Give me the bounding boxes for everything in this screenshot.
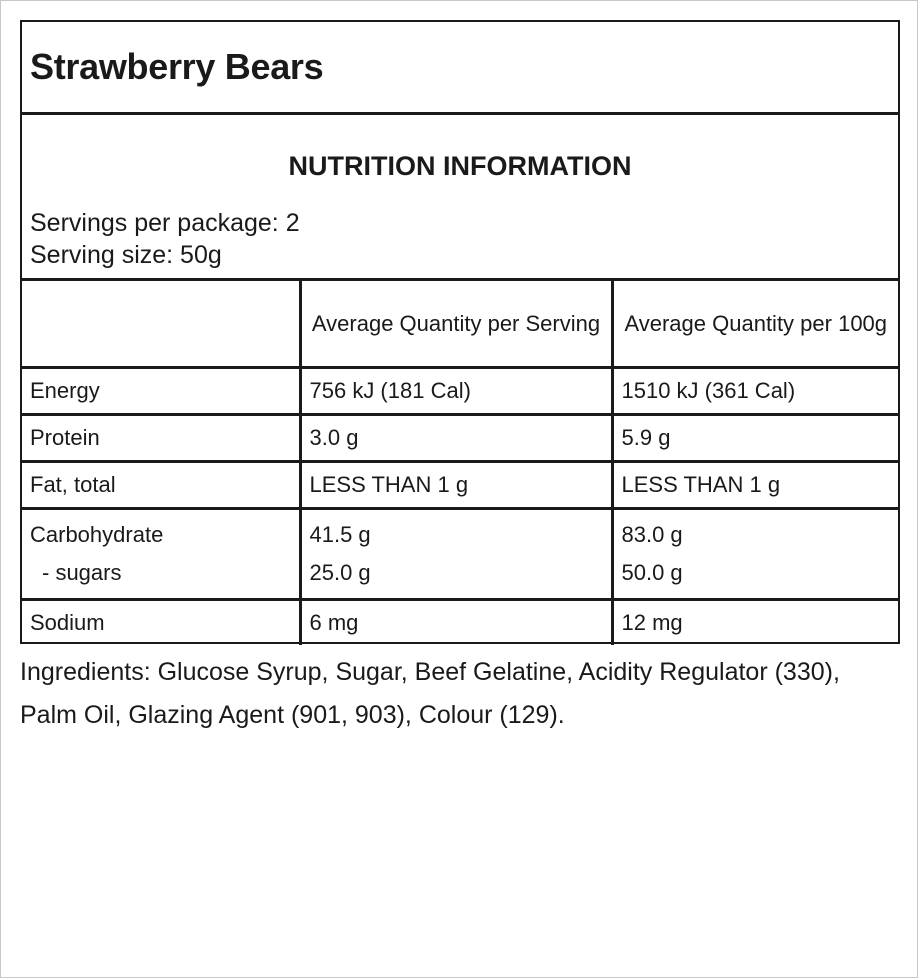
- table-row: [22, 462, 898, 509]
- nutrient-name-cell: [22, 509, 300, 600]
- table-row: [22, 509, 898, 600]
- sub-per-serving-value: 25.0 g: [309, 560, 371, 585]
- nutrient-name: Carbohydrate: [30, 522, 164, 547]
- per-serving-value: 3.0 g: [300, 415, 612, 462]
- per-100g-value: 5.9 g: [612, 415, 898, 462]
- serving-size: Serving size: 50g: [30, 241, 222, 269]
- header-per-100g: Average Quantity per 100g: [612, 281, 898, 368]
- per-serving-value: 41.5 g: [309, 522, 371, 547]
- header-blank: [22, 281, 300, 368]
- nutrition-table: [22, 281, 898, 645]
- sub-per-100g-value: 50.0 g: [621, 560, 683, 585]
- sub-nutrient-name: - sugars: [42, 560, 122, 585]
- nutrition-panel: [20, 20, 900, 644]
- per-serving-value: 756 kJ (181 Cal): [300, 368, 612, 415]
- table-row: [22, 368, 898, 415]
- nutrient-name: Sodium: [22, 600, 300, 646]
- nutrition-heading: NUTRITION INFORMATION: [288, 151, 632, 181]
- per-100g-value: 83.0 g: [621, 522, 683, 547]
- per-100g-value: 12 mg: [612, 600, 898, 646]
- table-header-row: [22, 281, 898, 368]
- per-100g-cell: [612, 509, 898, 600]
- title-row: [22, 22, 898, 115]
- product-title: Strawberry Bears: [30, 46, 324, 87]
- header-per-serving: Average Quantity per Serving: [300, 281, 612, 368]
- nutrient-name: Protein: [22, 415, 300, 462]
- per-100g-value: LESS THAN 1 g: [612, 462, 898, 509]
- per-serving-value: 6 mg: [300, 600, 612, 646]
- table-row: [22, 600, 898, 646]
- nutrient-name: Fat, total: [22, 462, 300, 509]
- ingredients-text: Ingredients: Glucose Syrup, Sugar, Beef Gelatine, Acidity Regulator (330), Palm Oil, Glazing Agent (901, 903), Colour (129).: [20, 658, 840, 729]
- table-row: [22, 415, 898, 462]
- per-serving-value: LESS THAN 1 g: [300, 462, 612, 509]
- servings-per-package: Servings per package: 2: [30, 209, 300, 237]
- nutrient-name: Energy: [22, 368, 300, 415]
- per-100g-value: 1510 kJ (361 Cal): [612, 368, 898, 415]
- nutrition-info-block: [22, 115, 898, 281]
- per-serving-cell: [300, 509, 612, 600]
